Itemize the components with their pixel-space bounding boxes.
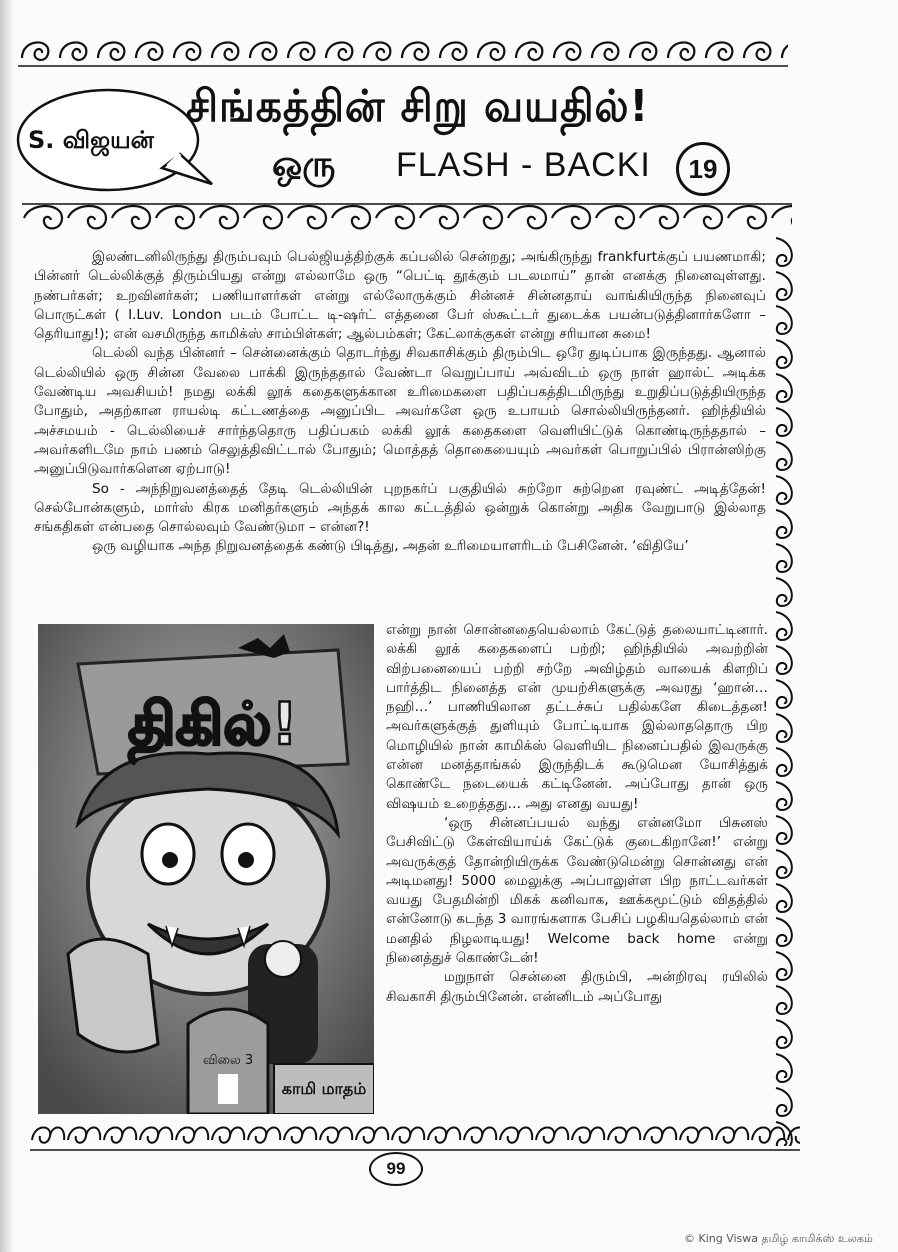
paragraph: இலண்டனிலிருந்து திரும்பவும் பெல்ஜியத்திற்குக் கப்பலில் சென்றது; அங்கிருந்து frankfurtக்குப் பயணமாகி; பின்னர் டெல்லிக்குத் திரும்பியது என்று எல்லாமே ஒரு “பெட்டி தூக்கும் படலமாய்” தான் எனக்கு நினைவுள்ளது. நண்பர்கள்; உறவினர்கள்; பணியாளர்கள் என்று எல்லோருக்கும் சின்னச் சின்னதாய் வாங்கியிருந்த நினைவுப் பொருட்கள் ( I.Luv. London படம் போட்ட டி-ஷர்ட் எத்தனை பேர் ஸ்கூட்டர் துடைக்க பயன்படுத்தினார்களோ – தெரியாது!); என் வசமிருந்த காமிக்ஸ் சாம்பிள்கள்; ஆல்பம்கள்; கேட்லாக்குகள் என்று சரியான சுமை! xyxy=(34,249,766,343)
cover-title: திகில்! xyxy=(128,690,298,758)
top-ornament-border xyxy=(18,30,788,70)
bottom-ornament-border xyxy=(30,1118,800,1154)
paragraph: என்று நான் சொன்னதையெல்லாம் கேட்டுத் தலையாட்டினார். லக்கி லூக் கதைகளைப் பற்றி; ஹிந்தியில் அவற்றின் விற்பனையைப் பற்றி சற்றே அவிழ்தம் வாயைக் கிளறிப் பார்த்திட நினைத்த என் முயற்சிகளுக்கு அவரது ‘ஹான்… நஹி…’ பாணியிலான தட்டச்சுப் பதில்களே கிடைத்தன! அவர்களுக்குத் துளியும் போட்டியாக இல்லாததொரு பிற மொழியில் நான் காமிக்ஸ் வெளியிட நினைப்பதில் இவருக்கு என்ன மனத்தாங்கல் இருந்திடக் கூடுமென யோசித்துக் கொண்டே நடையைக் கட்டினேன். அப்போது தான் ஒரு விஷயம் உறைத்தது… அது எனது வயது! xyxy=(386,622,768,812)
right-ornament-border xyxy=(770,236,798,1146)
article-body-top xyxy=(34,248,766,557)
paragraph: ‘ஒரு சின்னப்பயல் வந்து என்னமோ பிசுனஸ் பேசிவிட்டு கேள்வியாய்க் கேட்டுக் குடைகிறானே!’ என்று அவருக்குத் தோன்றியிருக்க வேண்டுமென்று சொன்னது என் அடிமனது! 5000 மைலுக்கு அப்பாலுள்ள பிற நாட்டவர்கள் வயது பேதமின்றி மிகக் கனிவாக, ஊக்கமூட்டும் விதத்தில் என்னோடு கடந்த 3 வாரங்களாக பேசிப் பழகியதெல்லாம் என் மனதில் நிழலாடியது! Welcome back home என்று நினைத்துச் கொண்டேன்! xyxy=(386,814,768,967)
cover-price: விலை 3 xyxy=(202,1053,254,1068)
page-title: சிங்கத்தின் சிறு வயதில்! xyxy=(186,81,650,132)
copyright-watermark: © King Viswa தமிழ் காமிக்ஸ் உலகம் xyxy=(684,1232,873,1245)
subtitle-english: FLASH - BACKI xyxy=(396,146,651,184)
subtitle-tamil: ஒரு xyxy=(272,144,336,185)
cover-subtitle: காமி மாதம் xyxy=(281,1079,367,1098)
cover-illustration xyxy=(38,624,374,1114)
page-number: 99 xyxy=(369,1152,423,1186)
author-name: S. விஜயன் xyxy=(28,126,154,154)
paragraph: மறுநாள் சென்னை திரும்பி, அன்றிரவு ரயிலில் சிவகாசி திரும்பினேன். என்னிடம் அப்போது xyxy=(386,969,768,1005)
comic-cover-image xyxy=(38,624,374,1114)
part-number-badge: 19 xyxy=(676,142,730,196)
paragraph: ஒரு வழியாக அந்த நிறுவனத்தைக் கண்டு பிடித்து, அதன் உரிமையாளரிடம் பேசினேன். ‘விதியே’ xyxy=(92,538,689,555)
article-body-side xyxy=(386,621,768,1007)
header-ornament-border xyxy=(22,198,792,242)
paragraph: டெல்லி வந்த பின்னர் – சென்னைக்கும் தொடர்ந்து சிவகாசிக்கும் திரும்பிட ஒரே துடிப்பாக இருந்தது. ஆனால் டெல்லியில் ஒரு சின்ன வேலை பாக்கி இருந்ததால் வேண்டா வெறுப்பாய் அவ்விடம் ஒரு நாள் ஹால்ட் அடிக்க வேண்டிய அவசியம்! நமது லக்கி லூக் கதைகளுக்கான உரிமைகளை பதிப்பகத்திடமிருந்து உறுதிப்படுத்தியிருந்த போதும், அதற்கான ராயல்டி கட்டணத்தை அனுப்பிட அவர்களே ஒரு உபாயம் சொல்லியிருந்தனர். ஹிந்தியில் அச்சமயம் - டெல்லியைச் சார்ந்ததொரு பதிப்பகம் லக்கி லூக் கதைகளை வெளியிட்டுக் கொண்டிருந்ததால் – அவர்களிடமே நாம் பணம் செலுத்திவிட்டால் போதும்; மொத்தத் தொகையையும் அவர்கள் பொறுப்பில் பிரான்ஸிற்கு அனுப்பிடுவார்களென ஏற்பாடு! xyxy=(34,345,766,478)
paragraph: So - அந்நிறுவனத்தைத் தேடி டெல்லியின் புறநகர்ப் பகுதியில் சுற்றோ சுற்றென ரவுண்ட் அடித்தேன்! செல்போன்களும், மார்ஸ் கிரக மனிதர்களும் அந்தக் கால கட்டத்தில் ஒன்றுக் கொன்று அதிக வேறுபாடு இல்லாத சங்கதிகள் என்பதை சொல்லவும் வேண்டுமா – என்ன?! xyxy=(34,480,766,536)
